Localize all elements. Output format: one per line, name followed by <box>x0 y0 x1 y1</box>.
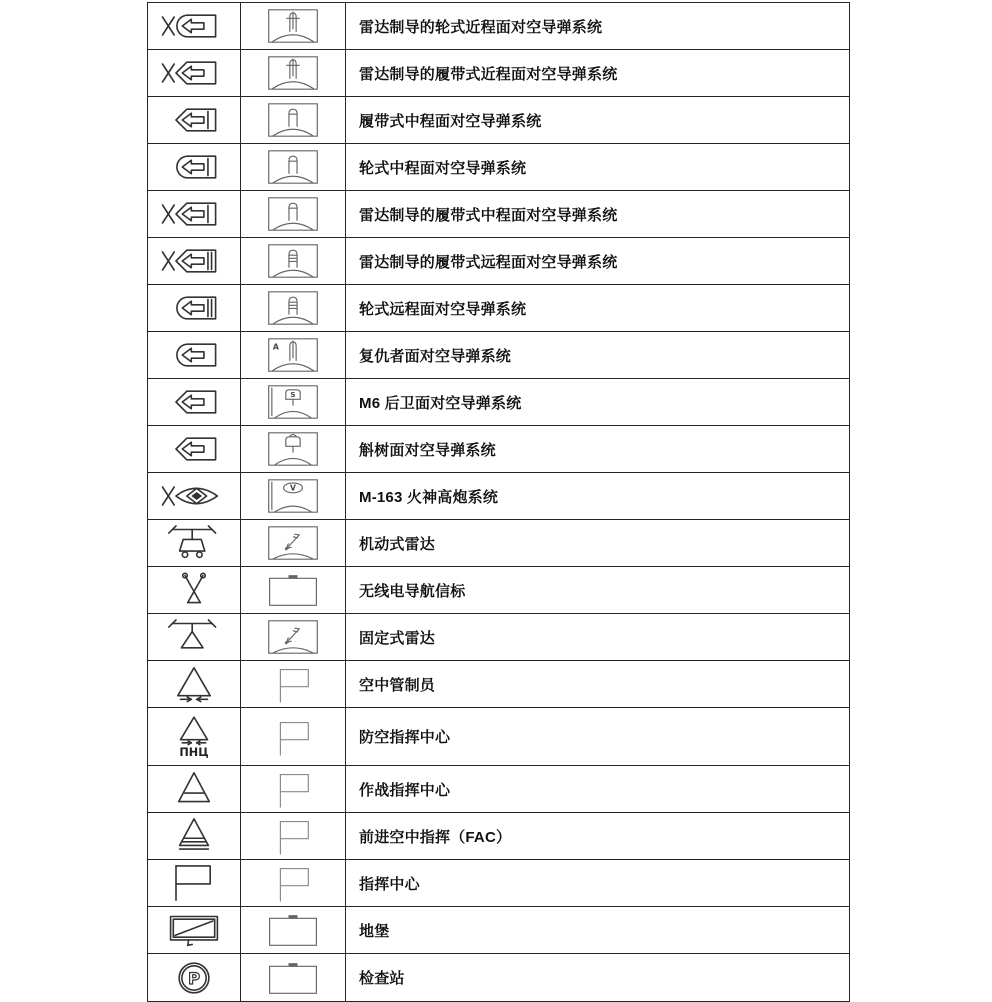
table-row <box>148 708 849 766</box>
avenger-launcher-icon <box>257 333 329 377</box>
svg-text:A: A <box>272 341 280 352</box>
label-cell <box>346 860 849 907</box>
table-row <box>148 285 849 332</box>
radar-wheeled-short-sam-icon <box>158 4 230 48</box>
label-cell <box>346 661 849 708</box>
radar-installation-icon <box>257 615 329 659</box>
symbol-b-cell <box>241 3 346 50</box>
label-cell-text: M6 后卫面对空导弹系统 <box>359 394 522 412</box>
symbol-b-cell <box>241 473 346 520</box>
symbol-a-cell <box>148 813 241 860</box>
label-cell-text: 固定式雷达 <box>359 629 436 647</box>
m6-linebacker-launcher-icon <box>257 380 329 424</box>
sam-launcher-icon <box>257 51 329 95</box>
table-row <box>148 379 849 426</box>
m6-linebacker-sam-icon <box>158 380 230 424</box>
label-cell-text: 前进空中指挥（FAC） <box>359 828 512 846</box>
installation-box-icon <box>257 956 329 1000</box>
symbol-a-cell <box>148 473 241 520</box>
symbol-b-cell <box>241 520 346 567</box>
command-center-flag-icon <box>158 861 230 905</box>
table-row <box>148 50 849 97</box>
sam-launcher-icon <box>257 286 329 330</box>
sam-launcher-icon <box>257 145 329 189</box>
symbol-a-cell <box>148 191 241 238</box>
symbol-a-cell <box>148 766 241 813</box>
radar-installation-icon <box>257 521 329 565</box>
vulcan-gun-icon <box>158 474 230 518</box>
label-cell <box>346 614 849 661</box>
label-cell <box>346 954 849 1001</box>
svg-text:S: S <box>290 390 296 400</box>
symbol-b-cell <box>241 860 346 907</box>
label-cell-text: 雷达制导的履带式近程面对空导弹系统 <box>359 65 618 83</box>
symbol-a-cell <box>148 144 241 191</box>
chaparral-sam-icon <box>158 427 230 471</box>
symbol-a-cell <box>148 708 241 766</box>
bunker-icon <box>158 908 230 952</box>
label-cell <box>346 520 849 567</box>
label-cell-text: 检查站 <box>359 970 405 987</box>
avenger-sam-icon <box>158 333 230 377</box>
table-row <box>148 907 849 954</box>
wheeled-long-sam-icon <box>158 286 230 330</box>
mobile-radar-icon <box>158 521 230 565</box>
label-cell <box>346 907 849 954</box>
symbol-a-cell <box>148 332 241 379</box>
label-cell <box>346 708 849 766</box>
table-row <box>148 332 849 379</box>
radar-tracked-medium-sam-icon <box>158 192 230 236</box>
symbol-a-cell <box>148 50 241 97</box>
label-cell-text: 雷达制导的履带式中程面对空导弹系统 <box>359 206 618 224</box>
installation-box-icon <box>257 908 329 952</box>
table-row <box>148 426 849 473</box>
label-cell-text: 作战指挥中心 <box>359 781 451 799</box>
symbol-a-cell <box>148 614 241 661</box>
tracked-medium-sam-icon <box>158 98 230 142</box>
checkpoint-icon <box>158 956 230 1000</box>
table-row <box>148 144 849 191</box>
radar-tracked-short-sam-icon <box>158 51 230 95</box>
svg-text:V: V <box>290 483 296 493</box>
label-cell <box>346 50 849 97</box>
table-row <box>148 238 849 285</box>
table-row <box>148 954 849 1001</box>
symbol-b-cell <box>241 238 346 285</box>
label-cell-text: 雷达制导的轮式近程面对空导弹系统 <box>359 18 603 36</box>
symbol-legend-table <box>147 2 850 1002</box>
symbol-a-cell <box>148 238 241 285</box>
symbol-a-cell <box>148 860 241 907</box>
label-cell-text: 地堡 <box>359 922 390 940</box>
air-defense-command-triangle-icon <box>158 715 230 759</box>
symbol-b-cell <box>241 614 346 661</box>
symbol-b-cell <box>241 97 346 144</box>
command-flag-icon <box>257 861 329 905</box>
label-cell-text: 机动式雷达 <box>359 535 436 553</box>
label-cell <box>346 3 849 50</box>
symbol-b-cell <box>241 191 346 238</box>
table-row <box>148 614 849 661</box>
symbol-b-cell <box>241 813 346 860</box>
chaparral-launcher-icon <box>257 427 329 471</box>
symbol-b-cell <box>241 954 346 1001</box>
table-row <box>148 3 849 50</box>
forward-air-control-triangle-icon <box>158 814 230 858</box>
nav-beacon-antenna-icon <box>158 568 230 612</box>
air-controller-triangle-icon <box>158 662 230 706</box>
table-row <box>148 567 849 614</box>
label-cell-text: 防空指挥中心 <box>359 729 451 746</box>
symbol-a-cell <box>148 520 241 567</box>
table-row <box>148 766 849 813</box>
label-cell <box>346 285 849 332</box>
operations-command-triangle-icon <box>158 767 230 811</box>
symbol-a-cell <box>148 954 241 1001</box>
sam-launcher-icon <box>257 192 329 236</box>
sam-launcher-icon <box>257 4 329 48</box>
table-row <box>148 473 849 520</box>
symbol-b-cell <box>241 661 346 708</box>
label-cell-text: M-163 火神高炮系统 <box>359 488 499 506</box>
symbol-b-cell <box>241 285 346 332</box>
sam-launcher-icon <box>257 239 329 283</box>
label-cell <box>346 379 849 426</box>
table-row <box>148 520 849 567</box>
svg-text:ПНЦ: ПНЦ <box>179 745 209 759</box>
label-cell-text: 斛树面对空导弹系统 <box>359 441 496 459</box>
symbol-b-cell <box>241 379 346 426</box>
label-cell-text: 空中管制员 <box>359 676 436 694</box>
symbol-b-cell <box>241 50 346 97</box>
radar-tracked-long-sam-icon <box>158 239 230 283</box>
sam-launcher-icon <box>257 98 329 142</box>
symbol-a-cell <box>148 97 241 144</box>
label-cell <box>346 144 849 191</box>
table-row <box>148 860 849 907</box>
symbol-b-cell <box>241 332 346 379</box>
fixed-radar-icon <box>158 615 230 659</box>
table-row <box>148 191 849 238</box>
wheeled-medium-sam-icon <box>158 145 230 189</box>
symbol-b-cell <box>241 426 346 473</box>
command-flag-icon <box>257 715 329 759</box>
label-cell <box>346 332 849 379</box>
table-row <box>148 97 849 144</box>
symbol-b-cell <box>241 907 346 954</box>
vulcan-system-icon <box>257 474 329 518</box>
label-cell <box>346 813 849 860</box>
label-cell <box>346 191 849 238</box>
label-cell <box>346 238 849 285</box>
installation-box-icon <box>257 568 329 612</box>
symbol-a-cell <box>148 661 241 708</box>
symbol-a-cell <box>148 379 241 426</box>
command-flag-icon <box>257 767 329 811</box>
label-cell <box>346 766 849 813</box>
label-cell-text: 复仇者面对空导弹系统 <box>359 347 512 365</box>
symbol-a-cell <box>148 3 241 50</box>
label-cell-text: 轮式中程面对空导弹系统 <box>359 159 527 177</box>
symbol-b-cell <box>241 567 346 614</box>
table-row <box>148 661 849 708</box>
symbol-b-cell <box>241 766 346 813</box>
label-cell-text: 指挥中心 <box>359 875 420 893</box>
symbol-a-cell <box>148 285 241 332</box>
label-cell-text: 轮式远程面对空导弹系统 <box>359 300 527 318</box>
symbol-b-cell <box>241 144 346 191</box>
label-cell-text: 雷达制导的履带式远程面对空导弹系统 <box>359 253 618 271</box>
symbol-a-cell <box>148 907 241 954</box>
symbol-a-cell <box>148 567 241 614</box>
symbol-a-cell <box>148 426 241 473</box>
command-flag-icon <box>257 814 329 858</box>
label-cell-text: 履带式中程面对空导弹系统 <box>359 112 542 130</box>
table-row <box>148 813 849 860</box>
label-cell-text: 无线电导航信标 <box>359 582 466 600</box>
label-cell <box>346 97 849 144</box>
label-cell <box>346 426 849 473</box>
label-cell <box>346 473 849 520</box>
svg-text:P: P <box>188 968 200 988</box>
label-cell <box>346 567 849 614</box>
symbol-b-cell <box>241 708 346 766</box>
command-flag-icon <box>257 662 329 706</box>
